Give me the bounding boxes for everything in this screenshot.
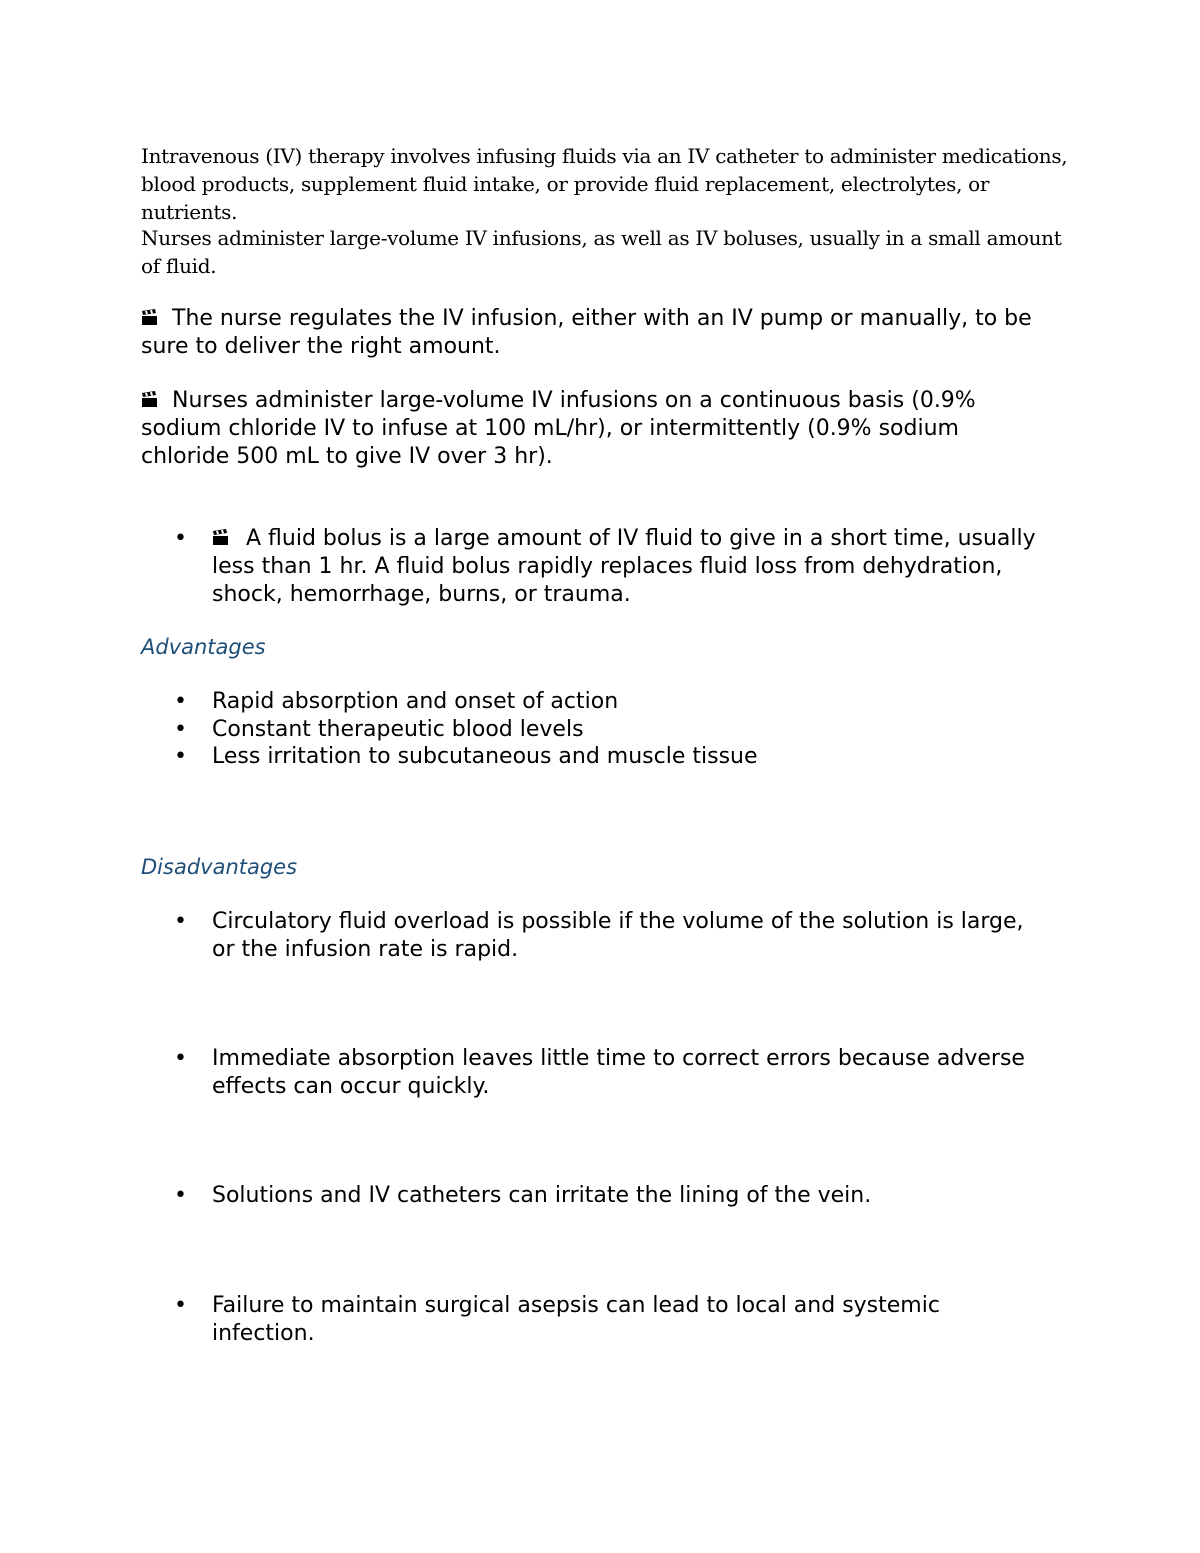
bolus-text: A fluid bolus is a large amount of IV fluid to give in a short time, usually less than 1 hr. A fluid bolus rapidly replaces fluid loss from dehydration, shock, hemorrhage, burns, or trauma. (212, 526, 1036, 607)
advantage-item (141, 716, 1041, 744)
bullet: • (174, 909, 187, 934)
nurses-administer-paragraph: Nurses administer large-volume IV infusions, as well as IV boluses, usually in a small amount of fluid. (141, 226, 1062, 278)
disadvantage-text: Solutions and IV catheters can irritate the lining of the vein. (212, 1183, 872, 1208)
icon-point-text: Nurses administer large-volume IV infusions on a continuous basis (0.9% sodium chloride IV to infuse at 100 mL/hr), or intermittently (0.9% sodium chloride 500 mL to give IV over 3 hr). (141, 388, 976, 469)
disadvantage-item (141, 1045, 1041, 1101)
icon-point-text: The nurse regulates the IV infusion, either with an IV pump or manually, to be sure to deliver the right amount. (141, 306, 1032, 359)
bullet: • (174, 1046, 187, 1071)
advantage-item (141, 743, 1041, 771)
disadvantages-heading: Disadvantages (141, 855, 298, 879)
bullet: • (174, 526, 187, 551)
bullet: • (174, 744, 187, 769)
clapperboard-icon (141, 391, 158, 408)
icon-point-continuous (141, 387, 1051, 471)
disadvantage-item (141, 908, 1041, 964)
advantage-item (141, 688, 1041, 716)
bolus-list-item (141, 525, 1041, 609)
intro-paragraph: Intravenous (IV) therapy involves infusing fluids via an IV catheter to administer medications, blood products, supplement fluid intake, or provide fluid replacement, electrolytes, or nutrients. (141, 144, 1068, 224)
advantage-text: Rapid absorption and onset of action (212, 689, 619, 714)
advantages-heading: Advantages (141, 635, 266, 659)
bullet: • (174, 689, 187, 714)
disadvantage-text: Immediate absorption leaves little time to correct errors because adverse effects can occur quickly. (212, 1046, 1025, 1099)
bullet: • (174, 717, 187, 742)
clapperboard-icon (212, 529, 229, 546)
advantage-text: Constant therapeutic blood levels (212, 717, 584, 742)
disadvantage-text: Failure to maintain surgical asepsis can lead to local and systemic infection. (212, 1293, 940, 1346)
bullet: • (174, 1293, 187, 1318)
advantage-text: Less irritation to subcutaneous and muscle tissue (212, 744, 758, 769)
disadvantage-text: Circulatory fluid overload is possible if the volume of the solution is large, or the infusion rate is rapid. (212, 909, 1024, 962)
bullet: • (174, 1183, 187, 1208)
disadvantage-item (141, 1292, 1041, 1348)
icon-point-regulate (141, 305, 1051, 361)
disadvantage-item (141, 1182, 1041, 1210)
clapperboard-icon (141, 309, 158, 326)
